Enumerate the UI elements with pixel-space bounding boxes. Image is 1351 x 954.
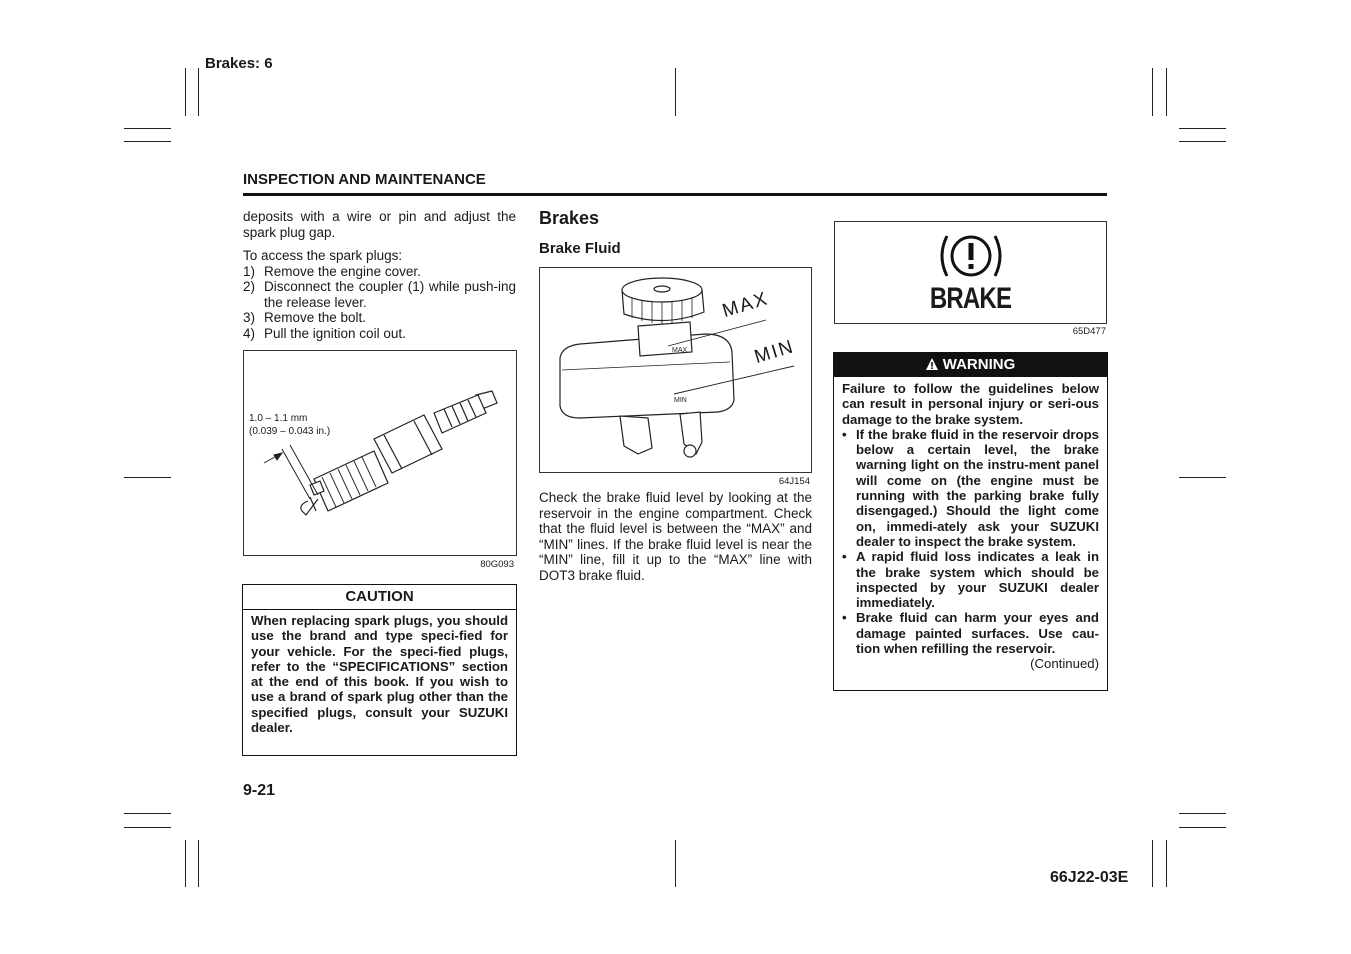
warning-body (834, 377, 1107, 672)
figure-code: 64J154 (778, 476, 810, 487)
list-item: 4) Pull the ignition coil out. (243, 325, 406, 341)
warning-intro: Failure to follow the guidelines below can result in personal injury or seri-ous damage to the brake system. (842, 381, 1099, 427)
intro-paragraph: deposits with a wire or pin and adjust the spark plug gap. (243, 209, 516, 240)
caution-title: CAUTION (243, 585, 516, 610)
page-number: 9-21 (243, 782, 276, 799)
list-item: • Brake fluid can harm your eyes and damage painted surfaces. Use cau-tion when refilling the reservoir. (842, 610, 1099, 657)
reservoir-figure (539, 267, 812, 487)
brakes-heading: Brakes (539, 208, 600, 228)
brake-warning-icon (933, 230, 1009, 282)
brake-symbol-text: BRAKE (929, 282, 1012, 315)
continued-note: (Continued) (1030, 656, 1099, 672)
max-label: MAX (720, 288, 772, 323)
warning-title: WARNING (942, 356, 1016, 373)
svg-text:MAX: MAX (672, 347, 688, 354)
list-item: • If the brake fluid in the reservoir drops below a certain level, the brake warning light on the instru-ment panel will come on (the engine must be running with the parking brake fully disengaged.) Should the light come on, immedi-ately ask your SUZUKI dealer to inspect the brake system. (842, 426, 1099, 549)
brake-fluid-paragraph: Check the brake fluid level by looking at the reservoir in the engine compartment. Check that the fluid level is between the “MAX” and “MIN” lines. If the brake fluid level is near the “MIN” line, fill it up to the “MAX” line with DOT3 brake fluid. (539, 490, 812, 583)
min-label: MIN (752, 336, 798, 369)
section-title: INSPECTION AND MAINTENANCE (243, 171, 486, 188)
caution-body: When replacing spark plugs, you should use the brand and type speci-fied for your vehicle. For the speci-fied plugs, refer to the “SPECIFICATIONS” section at the end of this book. If you wish to use a brand of spark plug other than the specified plugs, consult your SUZUKI dealer. (251, 613, 508, 736)
warning-box (833, 352, 1108, 691)
figure-code: 65D477 (1072, 326, 1106, 337)
list-item: 1) Remove the engine cover. (243, 263, 421, 279)
list-item: • A rapid fluid loss indicates a leak in the brake system which should be inspected by your SUZUKI dealer immediately. (842, 549, 1099, 611)
brake-fluid-subheading: Brake Fluid (539, 240, 621, 257)
left-column (243, 209, 516, 341)
brake-symbol-figure (834, 221, 1107, 337)
gap-label: 1.0 – 1.1 mm (0.039 – 0.043 in.) (249, 413, 331, 437)
svg-text:MIN: MIN (674, 397, 687, 404)
list-item: 3) Remove the bolt. (243, 310, 367, 325)
running-head: Brakes: 6 (205, 55, 273, 72)
header-rule (243, 193, 1107, 196)
spark-plug-figure (243, 350, 517, 570)
spark-plug-drawing (244, 351, 516, 555)
list-item: 2) Disconnect the coupler (1) while push-ing the release lever. (243, 279, 516, 310)
warning-header (834, 353, 1107, 377)
document-code: 66J22-03E (1050, 869, 1129, 886)
figure-code: 80G093 (480, 559, 514, 570)
steps-list (243, 264, 516, 342)
middle-column-text (539, 490, 812, 583)
warning-triangle-icon (926, 358, 938, 370)
access-intro: To access the spark plugs: (243, 248, 403, 263)
reservoir-drawing (540, 268, 811, 472)
caution-box (242, 584, 517, 756)
warning-list (842, 427, 1099, 656)
